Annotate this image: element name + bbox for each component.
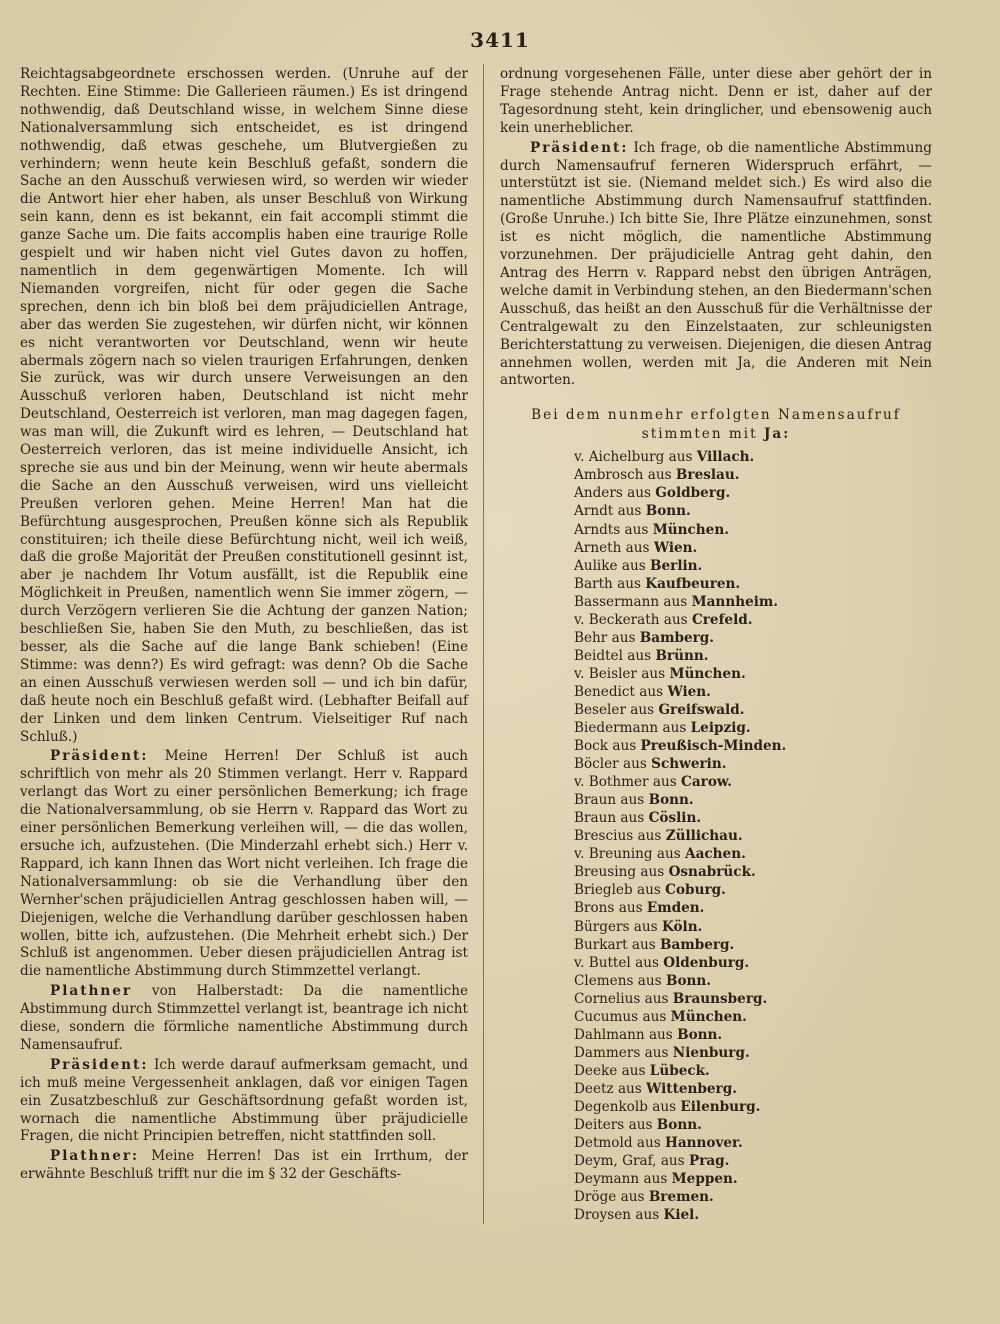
member-name: v. Beisler <box>574 665 637 682</box>
place-connector: aus <box>622 485 656 502</box>
place-connector: aus <box>638 1008 671 1025</box>
list-item <box>574 683 932 701</box>
member-place: Kiel. <box>663 1207 700 1224</box>
member-place: Breslau. <box>675 467 740 484</box>
list-item <box>574 863 932 881</box>
list-item <box>574 647 932 665</box>
place-connector: aus <box>620 521 653 538</box>
place-connector: aus <box>644 1026 678 1043</box>
member-name: Deymann <box>574 1171 640 1188</box>
member-place: Züllichau. <box>665 828 743 845</box>
place-connector: aus <box>617 557 651 574</box>
member-place: Nienburg. <box>672 1044 750 1061</box>
list-item <box>574 466 932 484</box>
place-connector: aus <box>630 954 664 971</box>
paragraph <box>500 140 932 391</box>
speaker-name: Präsident: <box>530 139 629 156</box>
member-place: Wien. <box>653 539 698 556</box>
member-place: Mannheim. <box>691 593 779 610</box>
member-place: Kaufbeuren. <box>645 575 741 592</box>
roll-call-heading-line1: Bei dem nunmehr erfolgten Namensaufruf <box>531 407 901 424</box>
member-name: Biedermann <box>574 720 659 737</box>
place-connector: aus <box>616 792 649 809</box>
member-name: Behr <box>574 629 608 646</box>
member-place: Oldenburg. <box>663 954 750 971</box>
member-name: Dröge <box>574 1189 617 1206</box>
place-connector: aus <box>640 990 673 1007</box>
member-place: Aachen. <box>685 846 746 863</box>
paragraph-text: Meine Herren! Der Schluß ist auch schriftlich von mehr als 20 Stimmen verlangt. Herr v. Rappard verlangt das Wort zu einer persönlichen Bemerkung; ich frage die Nationalversammlung, ob sie Herrn v. Rappard das Wort zu einer persönlichen Bemerkung verleihen will, — die das wollen, ersuche ich, aufzustehen. (Die Minderzahl erhebt sich.) Herr v. Rappard, ich kann Ihnen das Wort nicht verleihen. Ich frage die Nationalversammlung: ob sie die Verhandlung über den Wernher'schen präjudiciellen Antrag geschlossen haben will, — Diejenigen, welche die Verhandlung darüber geschlossen haben wollen, bitte ich, aufzustehen. (Die Mehrheit erhebt sich.) Der Schluß ist angenommen. Ueber diesen präjudiciellen Antrag ist die namentliche Abstimmung durch Stimmzettel verlangt. <box>20 748 468 980</box>
place-connector: aus <box>618 756 652 773</box>
place-connector: aus <box>634 683 668 700</box>
place-connector: aus <box>648 774 682 791</box>
list-item <box>574 809 932 827</box>
member-name: Cornelius <box>574 990 641 1007</box>
column-divider <box>483 64 484 1224</box>
place-connector: aus <box>643 467 676 484</box>
place-connector: aus <box>627 936 661 953</box>
member-name: Burkart <box>574 936 628 953</box>
place-connector: aus <box>621 539 654 556</box>
roll-call-heading-text: stimmten mit <box>641 426 758 443</box>
member-place: Berlin. <box>650 557 703 574</box>
place-connector: aus <box>658 720 691 737</box>
place-connector: aus <box>624 1117 657 1134</box>
paragraph-text: Ich werde darauf aufmerksam gemacht, und ich muß meine Vergessenheit anklagen, daß vor einigen Tagen ein Zusatzbeschluß zur Geschäftsordnung gefaßt worden ist, wornach die namentliche Abstimmung über präjudicielle Fragen, die nicht Principien betreffen, nicht stattfinden soll. <box>20 1056 468 1145</box>
member-place: Wittenberg. <box>646 1080 737 1097</box>
paragraph <box>20 983 468 1055</box>
right-column-text <box>500 66 932 390</box>
member-place: München. <box>670 1008 747 1025</box>
place-connector: aus <box>633 828 666 845</box>
speaker-name: Präsident: <box>50 748 149 765</box>
member-name: Dammers <box>574 1044 641 1061</box>
place-connector: aus <box>608 738 641 755</box>
list-item <box>574 1188 932 1206</box>
paragraph-text: Reichtagsabgeordnete erschossen werden. (Unruhe auf der Rechten. Eine Stimme: Die Gallerieen räumen.) Es ist dringend nothwendig, daß Deutschland wisse, in welchem Sinne diese Nationalversammlung sich entscheidet, es ist dringend nothwendig, daß etwas geschehe, um Blutvergießen zu verhindern; wenn heute kein Beschluß gefaßt, sondern die Sache an den Ausschuß verwiesen wird, so werden wir wieder die Antwort hier eher haben, als unser Beschluß von Wirkung sein kann, denn es ist bekannt, ein fait accompli stimmt die ganze Sache um. Die faits accomplis haben eine traurige Rolle gespielt und wir haben nicht viel Gutes davon zu hoffen, namentlich in dem gegenwärtigen Momente. Ich will Niemanden vorgreifen, nicht für oder gegen die Sache sprechen, denn ich bin bloß bei dem präjudiciellen Antrage, aber das werden Sie zugestehen, wir dürfen nicht, wir können es nicht verantworten vor Deutschland, wenn wir heute abermals zögern nach so vielen traurigen Erfahrungen, denken Sie zurück, was wir durch unsere Verweisungen an den Ausschuß verloren haben, Deutschland ist nicht mehr Deutschland, Oesterreich ist verloren, man mag dagegen fagen, was man will, die Zukunft wird es lehren, — Deutschland hat Oesterreich verloren, das ist meine individuelle Ansicht, ich spreche sie aus und bin der Meinung, wenn wir heute abermals die Sache an den Ausschuß verweisen, wird uns vielleicht Preußen verloren gehen. Meine Herren! Man hat die Befürchtung ausgesprochen, Preußen könne sich als Republik constituiren; ich theile diese Befürchtung nicht, weil ich weiß, daß die große Majorität der Preußen constitutionell gesinnt ist, aber je nachdem Ihr Votum ausfällt, ist die Republik eine Möglichkeit in Preußen, namentlich wenn Sie immer zögern, — durch Verzögern verlieren Sie die Achtung der ganzen Nation; beschließen Sie, haben Sie den Muth, zu beschließen, das ist besser, als die Sache auf die lange Bank schieben! (Eine Stimme: was denn?) Es wird gefragt: was denn? Ob die Sache an einen Ausschuß verwiesen werden soll — und ich bin dafür, daß heute noch ein Beschluß gefaßt wird. (Lebhafter Beifall auf der Linken und dem linken Centrum. Vielseitiger Ruf nach Schluß.) <box>20 66 468 745</box>
member-name: Brons <box>574 900 615 917</box>
place-connector: aus <box>613 1080 647 1097</box>
member-name: Bassermann <box>574 593 660 610</box>
member-place: Emden. <box>646 900 705 917</box>
member-place: Bonn. <box>648 792 694 809</box>
list-item <box>574 1206 932 1224</box>
member-name: Briegleb <box>574 882 633 899</box>
member-name: Bock <box>574 738 609 755</box>
member-place: Eilenburg. <box>680 1099 761 1115</box>
member-place: Lübeck. <box>649 1062 710 1079</box>
member-name: Degenkolb <box>574 1099 648 1115</box>
list-item <box>574 719 932 737</box>
member-place: Bamberg. <box>639 629 715 646</box>
place-connector: aus <box>664 449 697 466</box>
list-item <box>574 1080 932 1098</box>
member-place: Villach. <box>696 449 755 466</box>
member-name: Dahlmann <box>574 1026 645 1043</box>
list-item <box>574 484 932 502</box>
list-item <box>574 1044 932 1062</box>
member-place: Bonn. <box>645 503 691 520</box>
member-place: Schwerin. <box>651 756 727 773</box>
right-column <box>500 66 932 1224</box>
place-connector: aus <box>659 593 692 610</box>
place-connector: aus <box>652 846 686 863</box>
member-name: Clemens <box>574 972 634 989</box>
place-connector: aus <box>640 1044 673 1061</box>
list-item <box>574 881 932 899</box>
member-name: Arndts <box>574 521 621 538</box>
place-connector: aus <box>622 647 656 664</box>
member-name: v. Bothmer <box>574 774 649 791</box>
member-name: v. Buttel <box>574 954 631 971</box>
list-item <box>574 557 932 575</box>
member-place: Cöslin. <box>648 810 702 827</box>
place-connector: aus <box>616 810 649 827</box>
place-connector: aus <box>633 972 666 989</box>
member-name: Arndt <box>574 503 614 520</box>
list-item <box>574 1170 932 1188</box>
list-item <box>574 1152 932 1170</box>
member-name: Braun <box>574 810 617 827</box>
speaker-name: Plathner <box>50 983 133 1000</box>
member-name: Böcler <box>574 756 619 773</box>
place-connector: aus <box>659 611 692 628</box>
member-place: Leipzig. <box>690 720 751 737</box>
place-connector: aus <box>639 1171 672 1188</box>
member-name: Ambrosch <box>574 467 644 484</box>
member-name: Cucumus <box>574 1008 639 1025</box>
member-place: Köln. <box>661 918 703 935</box>
member-place: Greifswald. <box>658 701 745 718</box>
member-name: Brescius <box>574 828 634 845</box>
paragraph-text: Ich frage, ob die namentliche Abstimmung durch Namensaufruf ferneren Widerspruch erfährt, — unterstützt ist sie. (Niemand meldet sich.) Es wird also die namentliche Abstimmung durch Namensaufruf stattfinden. (Große Unruhe.) Ich bitte Sie, Ihre Plätze einzunehmen, sonst ist es nicht möglich, die namentliche Abstimmung vorzunehmen. Der präjudicielle Antrag geht dahin, den Antrag des Herrn v. Rappard nebst den übrigen Anträgen, welche damit in Verbindung stehen, an den Biedermann'schen Ausschuß, das heißt an den Ausschuß für die Verhältnisse der Centralgewalt zu den Einzelstaaten, zur schleunigsten Berichterstattung zu verweisen. Diejenigen, die diesen Antrag annehmen wollen, werden mit Ja, die Anderen mit Nein antworten. <box>500 139 932 389</box>
member-name: Droysen <box>574 1207 632 1224</box>
member-place: Wien. <box>667 683 711 700</box>
paragraph-text: von Halberstadt: Da die namentliche Abstimmung durch Stimmzettel verlangt ist, beantrage ich nicht diese, sondern die förmliche namentliche Abstimmung durch Namensaufruf. <box>20 983 468 1053</box>
place-connector: aus <box>629 918 662 935</box>
list-item <box>574 629 932 647</box>
place-connector: aus <box>632 1135 666 1152</box>
list-item <box>574 773 932 791</box>
member-place: Bremen. <box>648 1189 714 1206</box>
list-item <box>574 575 932 593</box>
place-connector: aus <box>616 1189 649 1206</box>
list-item <box>574 737 932 755</box>
member-name: Deiters <box>574 1117 625 1134</box>
member-place: Osnabrück. <box>668 864 756 881</box>
member-place: München. <box>652 521 729 538</box>
speaker-name: Präsident: <box>50 1056 149 1073</box>
place-connector: aus <box>612 575 646 592</box>
place-connector: aus <box>631 1207 664 1224</box>
place-connector: aus <box>607 629 640 646</box>
list-item <box>574 954 932 972</box>
left-column <box>20 66 468 1184</box>
list-item <box>574 701 932 719</box>
list-item <box>574 827 932 845</box>
list-item <box>574 665 932 683</box>
member-name: Anders <box>574 485 623 502</box>
place-connector: aus <box>636 665 670 682</box>
place-connector: aus <box>625 701 659 718</box>
member-place: Prag. <box>688 1153 730 1170</box>
member-place: Braunsberg. <box>672 990 768 1007</box>
member-place: Hannover. <box>665 1135 743 1152</box>
list-item <box>574 593 932 611</box>
member-name: Deeke <box>574 1062 618 1079</box>
roll-call-heading-line2 <box>500 425 932 444</box>
member-name: Breusing <box>574 864 637 881</box>
paragraph-text: ordnung vorgesehenen Fälle, unter diese aber gehört der in Frage stehende Antrag nicht. Denn er ist, daher auf der Tagesordnung steht, kein dringlicher, und ebensowenig auch kein unerheblicher. <box>500 66 932 136</box>
list-item <box>574 1026 932 1044</box>
list-item <box>574 899 932 917</box>
list-item <box>574 1134 932 1152</box>
member-name: Beseler <box>574 701 626 718</box>
place-connector: aus <box>617 1062 650 1079</box>
paragraph-text: Meine Herren! Das ist ein Irrthum, der erwähnte Beschluß trifft nur die im § 32 der Geschäfts- <box>20 1148 468 1183</box>
place-connector: aus <box>614 900 647 917</box>
list-item <box>574 502 932 520</box>
member-place: Bonn. <box>665 972 712 989</box>
roll-call-heading <box>500 406 932 444</box>
page-number: 3411 <box>470 28 530 52</box>
place-connector: aus <box>636 864 669 881</box>
list-item <box>574 972 932 990</box>
member-name: Barth <box>574 575 613 592</box>
member-place: München. <box>669 665 746 682</box>
roll-call-list <box>500 448 932 1224</box>
member-place: Bonn. <box>656 1117 702 1134</box>
member-name: Deetz <box>574 1080 614 1097</box>
list-item <box>574 1098 932 1116</box>
list-item <box>574 990 932 1008</box>
member-place: Bonn. <box>677 1026 723 1043</box>
list-item <box>574 755 932 773</box>
paragraph <box>20 748 468 981</box>
member-place: Preußisch-Minden. <box>640 738 787 755</box>
roll-call-vote-label: Ja: <box>763 426 791 443</box>
member-name: Aulike <box>574 557 618 574</box>
list-item <box>574 1008 932 1026</box>
member-name: v. Aichelburg <box>574 449 665 466</box>
member-place: Meppen. <box>671 1171 738 1188</box>
paragraph <box>20 1148 468 1184</box>
place-connector: aus <box>632 882 666 899</box>
place-connector: aus <box>613 503 646 520</box>
member-name: Deym, Graf, <box>574 1153 657 1170</box>
member-name: v. Beckerath <box>574 611 660 628</box>
place-connector: aus <box>656 1153 689 1170</box>
list-item <box>574 918 932 936</box>
list-item <box>574 521 932 539</box>
list-item <box>574 448 932 466</box>
list-item <box>574 845 932 863</box>
list-item <box>574 539 932 557</box>
member-place: Carow. <box>681 774 732 791</box>
list-item <box>574 1116 932 1134</box>
list-item <box>574 791 932 809</box>
member-place: Goldberg. <box>655 485 731 502</box>
list-item <box>574 611 932 629</box>
member-name: Bürgers <box>574 918 630 935</box>
paragraph <box>500 66 932 138</box>
member-name: Arneth <box>574 539 622 556</box>
place-connector: aus <box>647 1099 681 1115</box>
member-place: Bamberg. <box>660 936 735 953</box>
list-item <box>574 936 932 954</box>
member-name: Detmold <box>574 1135 633 1152</box>
member-place: Brünn. <box>655 647 709 664</box>
member-name: Beidtel <box>574 647 623 664</box>
paragraph <box>20 1057 468 1147</box>
speaker-name: Plathner: <box>50 1148 140 1165</box>
paragraph <box>20 66 468 746</box>
member-place: Crefeld. <box>691 611 753 628</box>
member-name: v. Breuning <box>574 846 653 863</box>
member-name: Benedict <box>574 683 635 700</box>
list-item <box>574 1062 932 1080</box>
member-place: Coburg. <box>665 882 726 899</box>
member-name: Braun <box>574 792 617 809</box>
